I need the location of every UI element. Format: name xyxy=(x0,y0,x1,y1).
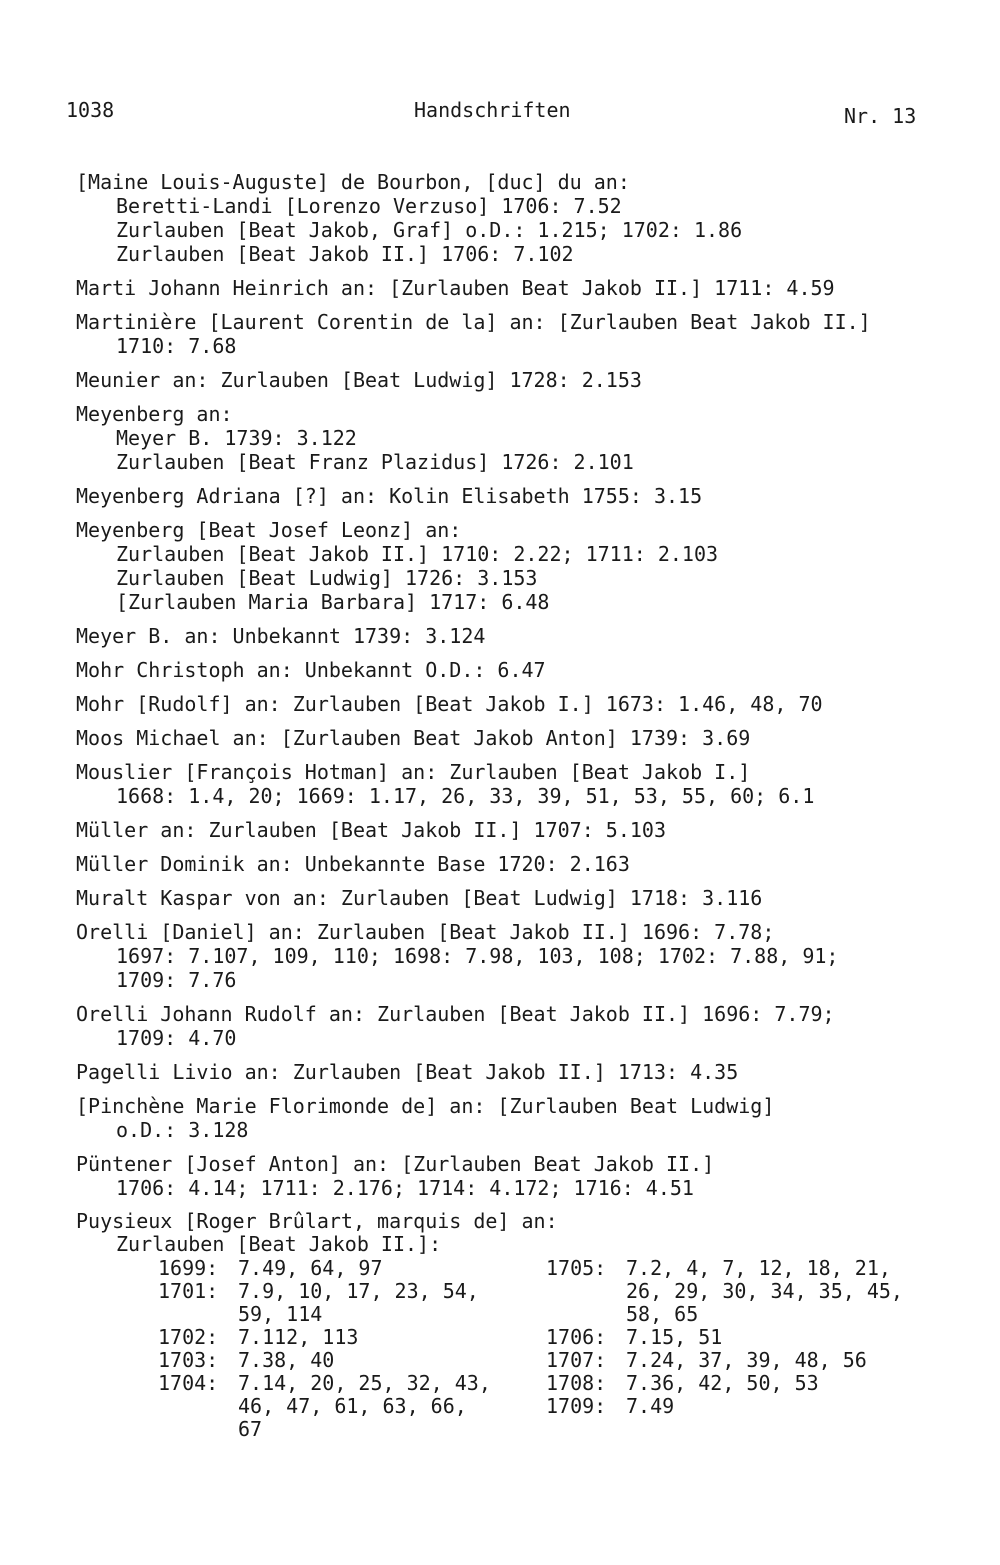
entry-head: Meyenberg Adriana [?] an: Kolin Elisabeth 1755: 3.15 xyxy=(76,484,703,508)
entry-sub: Zurlauben [Beat Ludwig] 1726: 3.153 xyxy=(116,566,538,590)
entry-sub: 1709: 7.76 xyxy=(116,968,237,992)
entry-head: Marti Johann Heinrich an: [Zurlauben Beat Jakob II.] 1711: 4.59 xyxy=(76,276,835,300)
index-entry xyxy=(76,1002,976,1050)
entry-sub: [Zurlauben Maria Barbara] 1717: 6.48 xyxy=(116,590,550,614)
entry-list xyxy=(76,170,976,1200)
year-refs: 7.15, 51 xyxy=(626,1325,723,1349)
index-entry xyxy=(76,1152,976,1200)
year-refs: 7.14, 20, 25, 32, 43, 46, 47, 61, 63, 66, 67 xyxy=(238,1371,491,1441)
entry-sub: 1668: 1.4, 20; 1669: 1.17, 26, 33, 39, 51, 53, 55, 60; 6.1 xyxy=(116,784,815,808)
entry-sub: o.D.: 3.128 xyxy=(116,1118,249,1142)
year-row xyxy=(546,1395,934,1418)
entry-head: Puysieux [Roger Brûlart, marquis de] an: xyxy=(76,1209,558,1233)
year-row xyxy=(546,1326,934,1349)
year-label: 1704: xyxy=(158,1371,219,1395)
entry-head: Mohr [Rudolf] an: Zurlauben [Beat Jakob I.] 1673: 1.46, 48, 70 xyxy=(76,692,823,716)
entry-head: Martinière [Laurent Corentin de la] an: [Zurlauben Beat Jakob II.] xyxy=(76,310,871,334)
entry-head: Meyer B. an: Unbekannt 1739: 3.124 xyxy=(76,624,486,648)
index-entry xyxy=(76,818,976,842)
index-entry xyxy=(76,402,976,474)
year-label: 1706: xyxy=(546,1325,607,1349)
entry-head: Orelli [Daniel] an: Zurlauben [Beat Jakob II.] 1696: 7.78; xyxy=(76,920,775,944)
index-entry xyxy=(76,624,976,648)
entry-sub: Zurlauben [Beat Jakob II.] 1706: 7.102 xyxy=(116,242,574,266)
index-entry xyxy=(76,368,976,392)
page-header xyxy=(0,0,1000,140)
index-entry xyxy=(76,310,976,358)
entry-sub: 1710: 7.68 xyxy=(116,334,237,358)
year-refs: 7.38, 40 xyxy=(238,1348,335,1372)
year-refs: 7.112, 113 xyxy=(238,1325,359,1349)
year-refs: 7.2, 4, 7, 12, 18, 21, 26, 29, 30, 34, 35, 45, 58, 65 xyxy=(626,1256,903,1326)
entry-head: Moos Michael an: [Zurlauben Beat Jakob Anton] 1739: 3.69 xyxy=(76,726,751,750)
year-row xyxy=(158,1280,546,1326)
year-refs: 7.49 xyxy=(626,1394,675,1418)
index-entry xyxy=(76,170,976,266)
running-title: Handschriften xyxy=(414,98,571,122)
entry-sub: Zurlauben [Beat Jakob II.] 1710: 2.22; 1711: 2.103 xyxy=(116,542,719,566)
index-entry xyxy=(76,1094,976,1142)
year-columns xyxy=(158,1257,976,1441)
entry-sub: 1706: 4.14; 1711: 2.176; 1714: 4.172; 1716: 4.51 xyxy=(116,1176,694,1200)
entry-head: Orelli Johann Rudolf an: Zurlauben [Beat Jakob II.] 1696: 7.79; xyxy=(76,1002,835,1026)
year-row xyxy=(158,1257,546,1280)
year-column-right xyxy=(546,1257,934,1441)
page-number: 1038 xyxy=(66,98,115,122)
entry-sub: 1709: 4.70 xyxy=(116,1026,237,1050)
entry-head: [Pinchène Marie Florimonde de] an: [Zurlauben Beat Ludwig] xyxy=(76,1094,775,1118)
year-label: 1701: xyxy=(158,1279,219,1303)
index-entry xyxy=(76,920,976,992)
entry-sub: Zurlauben [Beat Franz Plazidus] 1726: 2.101 xyxy=(116,450,634,474)
entry-head: Meyenberg [Beat Josef Leonz] an: xyxy=(76,518,462,542)
year-refs: 7.49, 64, 97 xyxy=(238,1256,383,1280)
index-entry xyxy=(76,1060,976,1084)
year-row xyxy=(158,1326,546,1349)
entry-head: Mohr Christoph an: Unbekannt O.D.: 6.47 xyxy=(76,658,546,682)
year-row xyxy=(158,1349,546,1372)
index-entry xyxy=(76,276,976,300)
entry-head: Müller Dominik an: Unbekannte Base 1720: 2.163 xyxy=(76,852,630,876)
year-refs: 7.9, 10, 17, 23, 54, 59, 114 xyxy=(238,1279,479,1326)
year-row xyxy=(546,1257,934,1326)
index-body xyxy=(76,170,976,1441)
index-entry xyxy=(76,692,976,716)
entry-head: Mouslier [François Hotman] an: Zurlauben [Beat Jakob I.] xyxy=(76,760,751,784)
section-number: Nr. 13 xyxy=(844,104,917,128)
entry-head: Pagelli Livio an: Zurlauben [Beat Jakob II.] 1713: 4.35 xyxy=(76,1060,739,1084)
year-label: 1709: xyxy=(546,1394,607,1418)
entry-sub: Meyer B. 1739: 3.122 xyxy=(116,426,357,450)
entry-head: Muralt Kaspar von an: Zurlauben [Beat Ludwig] 1718: 3.116 xyxy=(76,886,763,910)
entry-head: Meyenberg an: xyxy=(76,402,233,426)
index-entry xyxy=(76,518,976,614)
year-row xyxy=(546,1349,934,1372)
entry-sub: Zurlauben [Beat Jakob II.]: xyxy=(116,1232,442,1256)
year-label: 1708: xyxy=(546,1371,607,1395)
entry-sub: 1697: 7.107, 109, 110; 1698: 7.98, 103, 108; 1702: 7.88, 91; xyxy=(116,944,839,968)
entry-sub: Beretti-Landi [Lorenzo Verzuso] 1706: 7.52 xyxy=(116,194,622,218)
index-entry xyxy=(76,886,976,910)
year-refs: 7.24, 37, 39, 48, 56 xyxy=(626,1348,867,1372)
index-entry xyxy=(76,852,976,876)
index-entry xyxy=(76,658,976,682)
entry-head: [Maine Louis-Auguste] de Bourbon, [duc] du an: xyxy=(76,170,630,194)
entry-head: Püntener [Josef Anton] an: [Zurlauben Beat Jakob II.] xyxy=(76,1152,715,1176)
year-label: 1702: xyxy=(158,1325,219,1349)
year-label: 1707: xyxy=(546,1348,607,1372)
year-row xyxy=(158,1372,546,1441)
entry-head: Meunier an: Zurlauben [Beat Ludwig] 1728: 2.153 xyxy=(76,368,642,392)
index-entry xyxy=(76,760,976,808)
index-entry xyxy=(76,484,976,508)
index-entry xyxy=(76,726,976,750)
year-row xyxy=(546,1372,934,1395)
index-entry-puysieux xyxy=(76,1210,976,1441)
year-label: 1705: xyxy=(546,1256,607,1280)
entry-sub: Zurlauben [Beat Jakob, Graf] o.D.: 1.215; 1702: 1.86 xyxy=(116,218,743,242)
year-column-left xyxy=(158,1257,546,1441)
year-label: 1703: xyxy=(158,1348,219,1372)
year-label: 1699: xyxy=(158,1256,219,1280)
entry-head: Müller an: Zurlauben [Beat Jakob II.] 1707: 5.103 xyxy=(76,818,667,842)
year-refs: 7.36, 42, 50, 53 xyxy=(626,1371,819,1395)
